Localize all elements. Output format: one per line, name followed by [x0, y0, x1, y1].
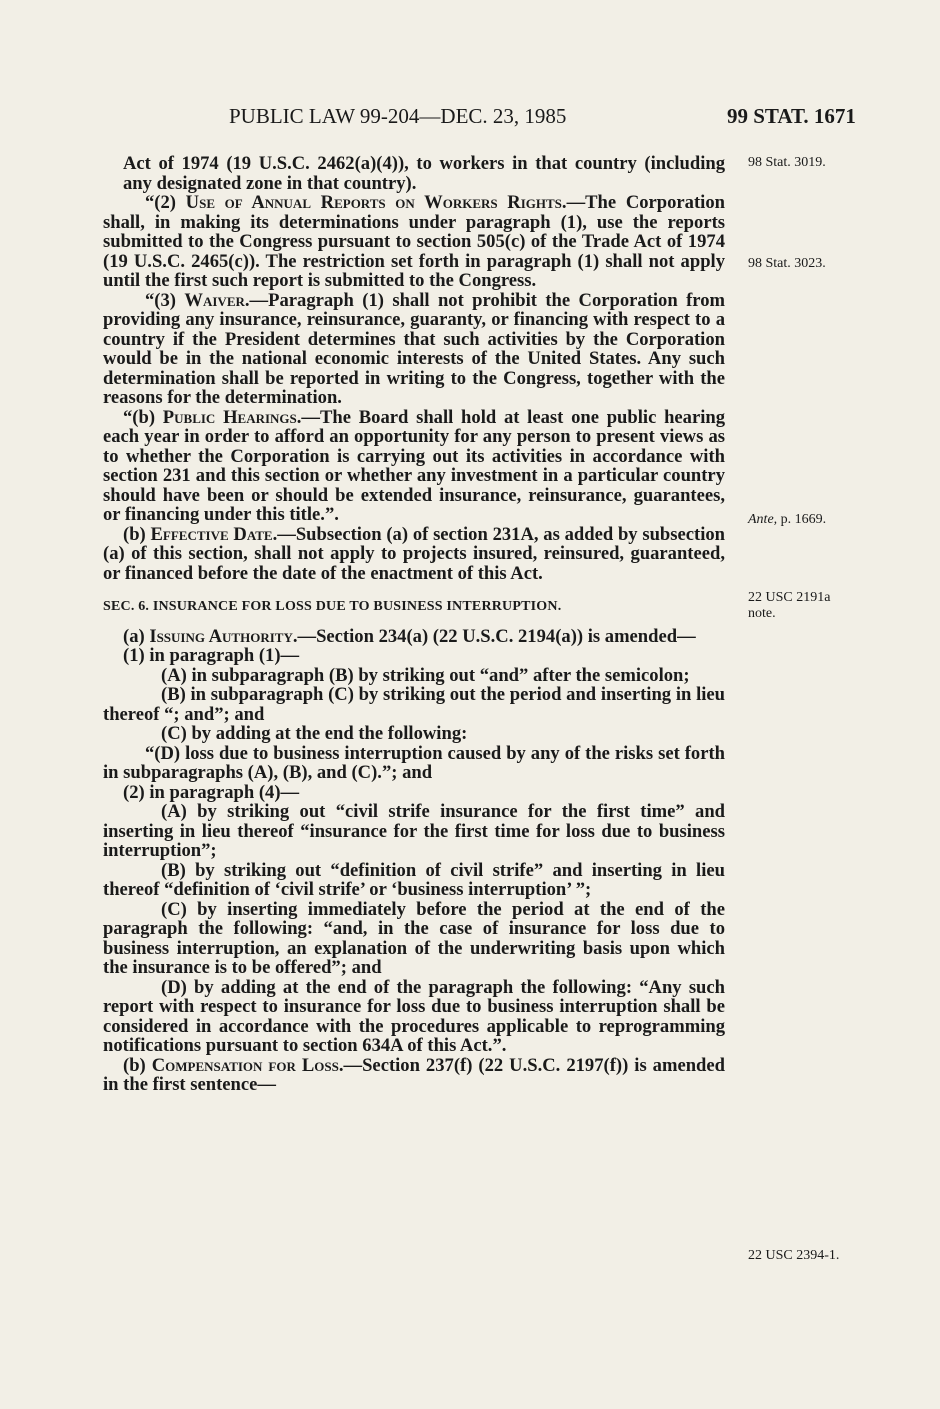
margin-note: 98 Stat. 3023.	[748, 256, 826, 271]
document-body	[103, 154, 725, 1095]
list-item: (A) in subparagraph (B) by striking out “and” after the semicolon;	[161, 664, 690, 686]
paragraph: (b) Effective Date.—Subsection (a) of section 231A, as added by subsection (a) of this section, shall not apply to projects insured, reinsured, guaranteed, or financed before the date of the enactment of this Act.	[103, 523, 726, 584]
paragraph: “(b) Public Hearings.—The Board shall hold at least one public hearing each year in order to afford an opportunity for any person to present views as to whether the Corporation is carrying out its activities in accordance with section 231 and this section or whether any investment in a particular country should have been or should be extended insurance, reinsurance, guarantees, or financing under this title.”.	[103, 406, 726, 525]
list-item: (C) by inserting immediately before the period at the end of the paragraph the following: “and, in the case of insurance for loss due to business interruption, an explanation of the underwriting basis upon which the insurance is to be offered”; and	[103, 898, 725, 978]
margin-note: 22 USC 2191a note.	[748, 590, 831, 621]
list-item: (1) in paragraph (1)—	[123, 645, 300, 666]
paragraph: “(3) Waiver.—Paragraph (1) shall not prohibit the Corporation from providing any insurance, reinsurance, guaranty, or financing with respect to a country if the President determines that such activities by the Corporation would be in the national economic interests of the United States. Any such determination shall be reported in writing to the Congress, together with the reasons for the determination.	[103, 289, 725, 408]
paragraph-heading: Issuing Authority.	[149, 625, 298, 647]
paragraph-heading: Waiver.	[184, 289, 250, 311]
paragraph: Act of 1974 (19 U.S.C. 2462(a)(4)), to workers in that country (including any designated zone in that country).	[123, 153, 725, 194]
list-item: (B) by striking out “definition of civil strife” and inserting in lieu thereof “definition of ‘civil strife’ or ‘business interruption’ ”;	[103, 859, 725, 900]
list-item: (2) in paragraph (4)—	[123, 781, 300, 803]
margin-note: Ante, p. 1669.	[748, 512, 827, 527]
paragraph: “(2) Use of Annual Reports on Workers Rights.—The Corporation shall, in making its determinations under paragraph (1), use the reports submitted to the Congress pursuant to section 505(c) of the Trade Act of 1974 (19 U.S.C. 2465(c)). The restriction set forth in paragraph (1) shall not apply until the first such report is submitted to the Congress.	[103, 192, 725, 291]
list-item: “(D) loss due to business interruption caused by any of the risks set forth in subparagraphs (A), (B), and (C).”; and	[103, 742, 725, 783]
paragraph-heading: Effective Date.	[150, 523, 278, 545]
page-header	[0, 104, 940, 138]
list-item: (A) by striking out “civil strife insurance for the first time” and inserting in lieu thereof “insurance for the first time for loss due to business interruption”;	[103, 801, 725, 861]
paragraph: (b) Compensation for Loss.—Section 237(f) (22 U.S.C. 2197(f)) is amended in the first sentence—	[103, 1054, 725, 1095]
statute-page-number: 99 STAT. 1671	[727, 104, 856, 128]
paragraph-heading: Use of Annual Reports on Workers Rights.	[185, 192, 567, 213]
list-item: (D) by adding at the end of the paragraph the following: “Any such report with respect to insurance for loss due to business interruption shall be considered in accordance with the procedures applicable to reprogramming notifications pursuant to section 634A of this Act.”.	[103, 976, 725, 1056]
paragraph-heading: Compensation for Loss.	[151, 1054, 344, 1076]
paragraph: (a) Issuing Authority.—Section 234(a) (22 U.S.C. 2194(a)) is amended—	[123, 625, 696, 647]
margin-note: 22 USC 2394-1.	[748, 1248, 840, 1263]
list-item: (B) in subparagraph (C) by striking out the period and inserting in lieu thereof “; and”; and	[103, 684, 725, 725]
running-title: PUBLIC LAW 99-204—DEC. 23, 1985	[229, 104, 567, 128]
section-heading: SEC. 6. INSURANCE FOR LOSS DUE TO BUSINESS INTERRUPTION.	[103, 599, 562, 614]
margin-note: 98 Stat. 3019.	[748, 155, 826, 170]
list-item: (C) by adding at the end the following:	[161, 723, 468, 744]
paragraph-heading: Public Hearings.	[162, 406, 302, 428]
